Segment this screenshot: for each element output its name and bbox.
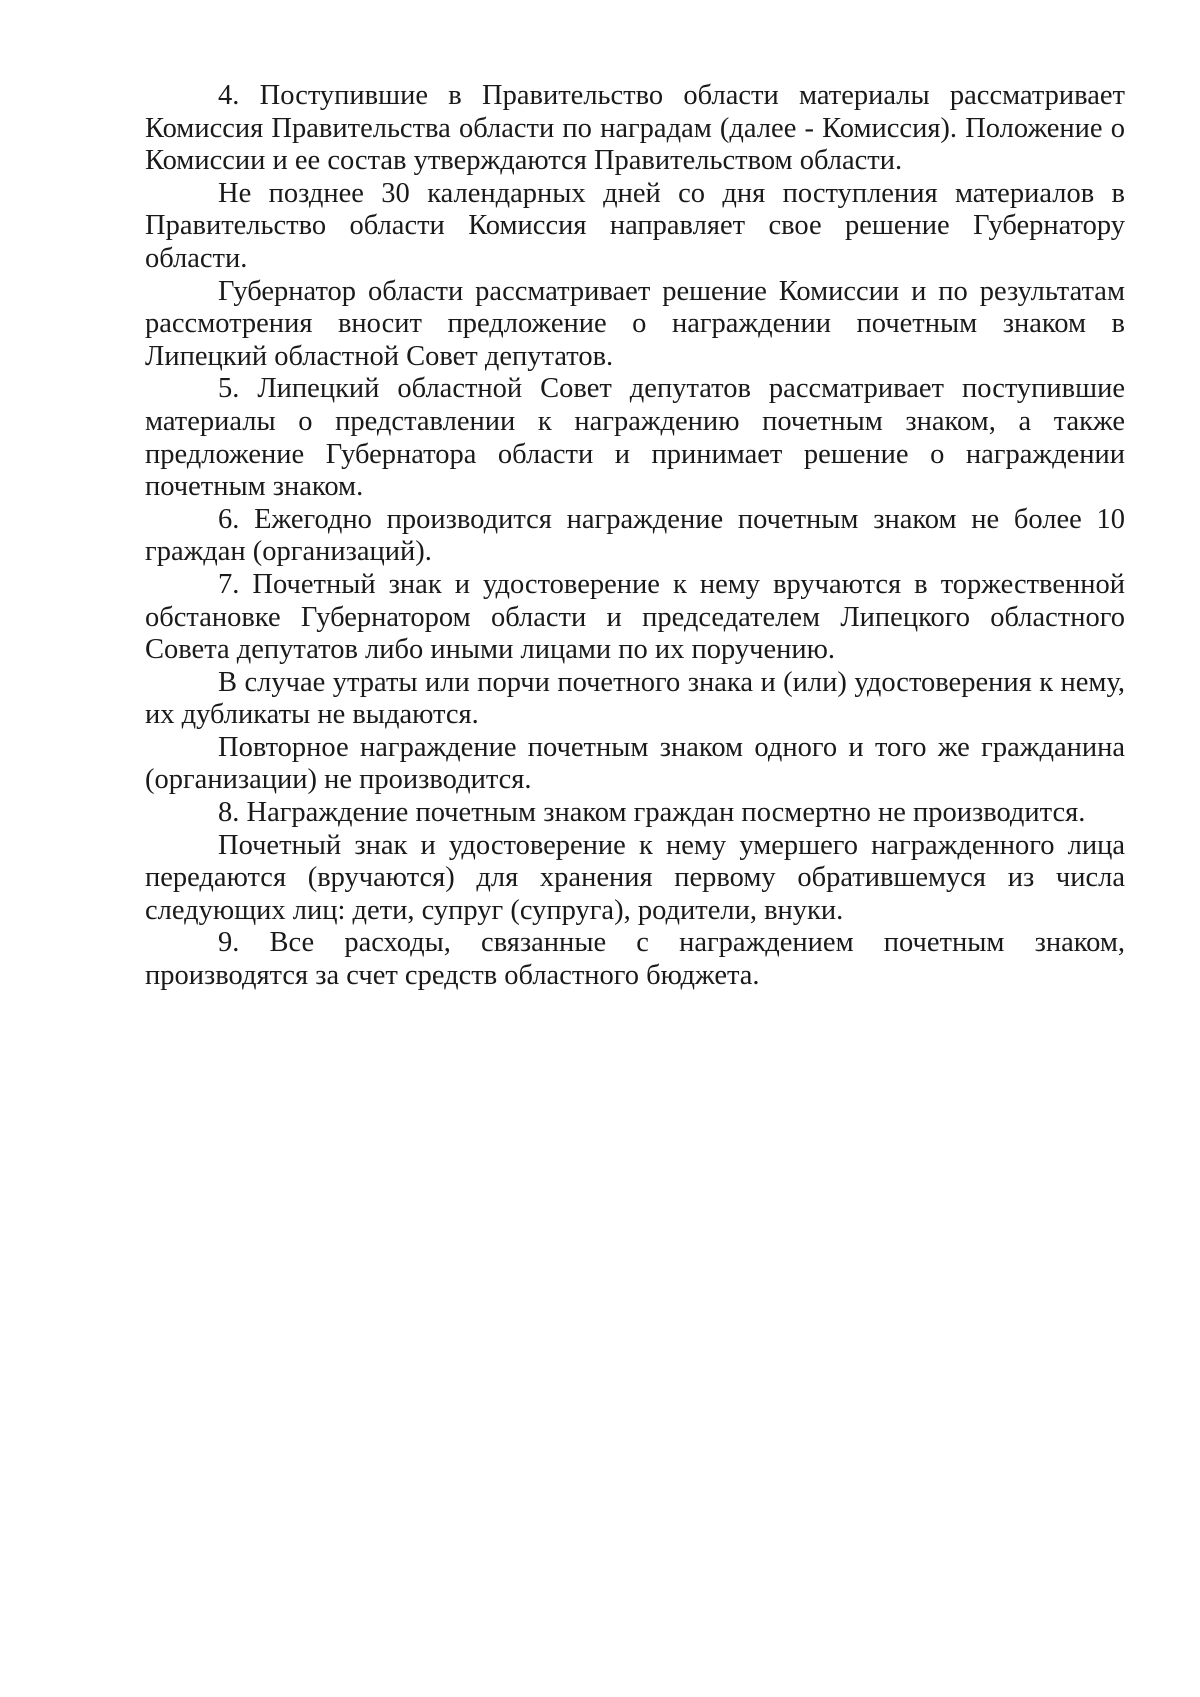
paragraph-governor-proposal: Губернатор области рассматривает решение Комиссии и по результатам рассмотрения вносит предложение о награждении почетным знаком в Липецкий областной Совет депутатов. bbox=[145, 275, 1125, 372]
paragraph-item-9-expenses: 9. Все расходы, связанные с награждением почетным знаком, производятся за счет средств областного бюджета. bbox=[145, 927, 1125, 992]
paragraph-duplicates: В случае утраты или порчи почетного знака и (или) удостоверения к нему, их дубликаты не выдаются. bbox=[145, 666, 1125, 731]
document-page bbox=[145, 80, 1125, 993]
paragraph-repeat-award: Повторное награждение почетным знаком одного и того же гражданина (организации) не производится. bbox=[145, 731, 1125, 796]
paragraph-item-5-council-decision: 5. Липецкий областной Совет депутатов рассматривает поступившие материалы о представлении к награждению почетным знаком, а также предложение Губернатора области и принимает решение о награждении почетным знаком. bbox=[145, 373, 1125, 503]
paragraph-item-8-posthumous: 8. Награждение почетным знаком граждан посмертно не производится. bbox=[218, 797, 1086, 829]
paragraph-item-4-commission-review: 4. Поступившие в Правительство области материалы рассматривает Комиссия Правительства области по наградам (далее - Комиссия). Положение о Комиссии и ее состав утверждаются Правительством области. bbox=[145, 80, 1125, 177]
paragraph-deceased-transfer: Почетный знак и удостоверение к нему умершего награжденного лица передаются (вручаются) для хранения первому обратившемуся из числа следующих лиц: дети, супруг (супруга), родители, внуки. bbox=[145, 829, 1125, 926]
paragraph-item-6-annual-limit: 6. Ежегодно производится награждение почетным знаком не более 10 граждан (организаций). bbox=[145, 503, 1125, 568]
paragraph-commission-deadline: Не позднее 30 календарных дней со дня поступления материалов в Правительство области Комиссия направляет свое решение Губернатору области. bbox=[145, 177, 1125, 274]
paragraph-item-7-presentation: 7. Почетный знак и удостоверение к нему вручаются в торжественной обстановке Губернатором области и председателем Липецкого областного Совета депутатов либо иными лицами по их поручению. bbox=[145, 568, 1125, 666]
